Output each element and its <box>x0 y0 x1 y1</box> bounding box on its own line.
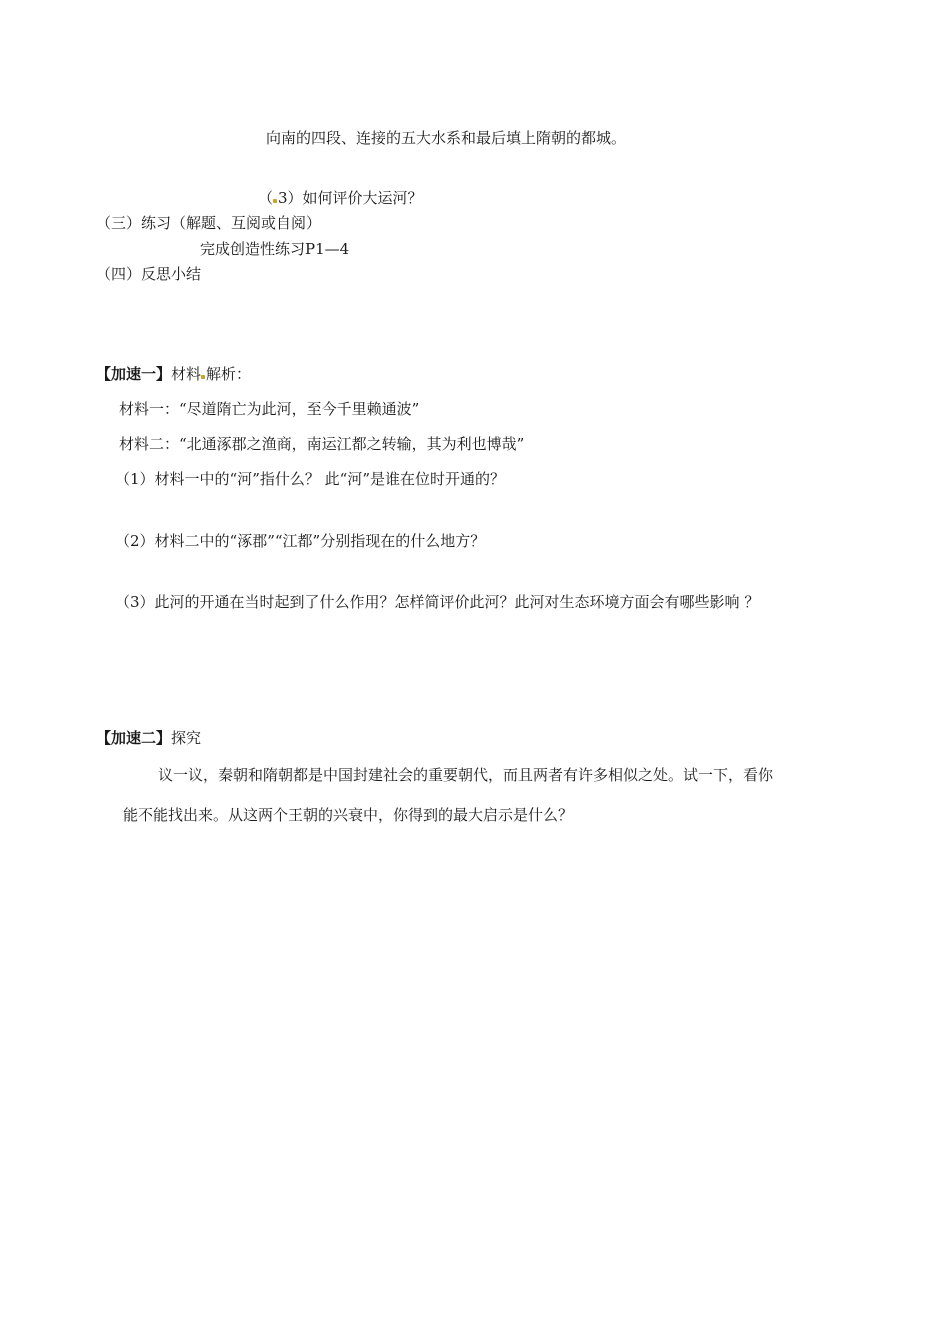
mark-dot-icon <box>201 375 205 379</box>
exploration-paragraph-line-1: 议一议，秦朝和隋朝都是中国封建社会的重要朝代，而且两者有许多相似之处。试一下，看你 <box>158 766 774 784</box>
heading-practice: （三）练习（解题、互阅或自阅） <box>96 214 322 232</box>
question-evaluate-canal <box>258 188 423 208</box>
mark-dot-icon <box>273 199 277 203</box>
section-title-material-b: 解析： <box>206 365 252 383</box>
section-title-material-a: 材料 <box>171 365 202 383</box>
material-two: 材料二：“北通涿郡之渔商，南运江都之转输，其为利也博哉” <box>119 435 525 453</box>
question-one: （1）材料一中的“河”指什么？ 此“河”是谁在位时开通的？ <box>115 470 505 488</box>
text-line-complete-exercises: 完成创造性练习P1—4 <box>200 240 350 258</box>
section-heading-accelerate-two <box>96 728 201 748</box>
exploration-paragraph-line-2: 能不能找出来。从这两个王朝的兴衰中，你得到的最大启示是什么？ <box>123 806 574 824</box>
text-line-canal-sections: 向南的四段、连接的五大水系和最后填上隋朝的都城。 <box>266 129 627 147</box>
question-three: （3）此河的开通在当时起到了什么作用？怎样简评价此河？此河对生态环境方面会有哪些影响 ？ <box>115 593 760 611</box>
paren-open: （ <box>258 189 274 207</box>
material-one: 材料一：“尽道隋亡为此河，至今千里赖通波” <box>119 400 420 418</box>
section-title-explore: 探究 <box>171 729 202 747</box>
question-two: （2）材料二中的“涿郡”“江都”分别指现在的什么地方？ <box>115 532 486 550</box>
heading-reflection: （四）反思小结 <box>96 265 202 283</box>
section-tag-accelerate-one: 【加速一】 <box>96 365 172 383</box>
section-tag-accelerate-two: 【加速二】 <box>96 729 172 747</box>
question-evaluate-canal-text: 3）如何评价大运河？ <box>278 189 423 207</box>
section-heading-accelerate-one <box>96 364 251 384</box>
